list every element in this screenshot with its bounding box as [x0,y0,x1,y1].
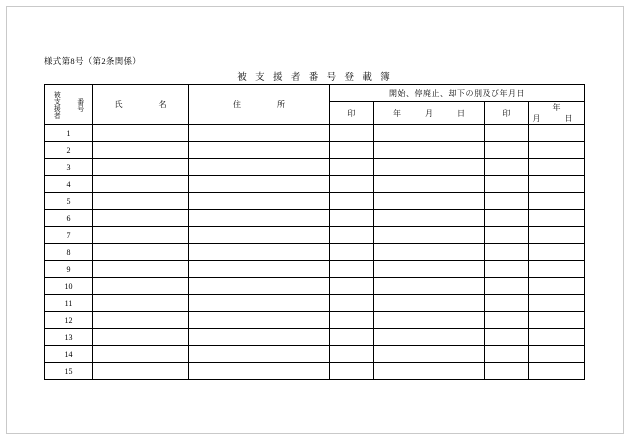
cell-seal-1[interactable] [330,244,374,261]
cell-date-1[interactable] [374,159,485,176]
cell-number: 8 [45,244,93,261]
column-header-seal-2: 印 [485,102,529,125]
cell-seal-2[interactable] [485,295,529,312]
cell-address[interactable] [189,346,330,363]
cell-name[interactable] [93,261,189,278]
cell-seal-2[interactable] [485,261,529,278]
cell-date-2[interactable] [529,329,585,346]
cell-seal-2[interactable] [485,125,529,142]
column-header-address: 住 所 [189,85,330,125]
cell-name[interactable] [93,227,189,244]
cell-seal-1[interactable] [330,159,374,176]
cell-date-2[interactable] [529,244,585,261]
cell-name[interactable] [93,125,189,142]
cell-seal-2[interactable] [485,210,529,227]
cell-date-1[interactable] [374,227,485,244]
cell-seal-1[interactable] [330,210,374,227]
cell-address[interactable] [189,278,330,295]
cell-date-2[interactable] [529,278,585,295]
cell-seal-1[interactable] [330,227,374,244]
column-header-number-label: 番号 [76,97,85,112]
ledger-table [44,84,585,380]
cell-seal-1[interactable] [330,176,374,193]
cell-seal-2[interactable] [485,312,529,329]
cell-seal-1[interactable] [330,312,374,329]
cell-date-1[interactable] [374,346,485,363]
cell-address[interactable] [189,363,330,380]
cell-seal-2[interactable] [485,346,529,363]
table-row [45,125,585,142]
table-row [45,329,585,346]
cell-number: 11 [45,295,93,312]
cell-name[interactable] [93,210,189,227]
cell-date-1[interactable] [374,261,485,278]
cell-date-1[interactable] [374,295,485,312]
cell-seal-2[interactable] [485,193,529,210]
cell-date-1[interactable] [374,278,485,295]
cell-address[interactable] [189,312,330,329]
cell-name[interactable] [93,363,189,380]
cell-number: 1 [45,125,93,142]
cell-date-2[interactable] [529,346,585,363]
cell-address[interactable] [189,142,330,159]
column-header-date-1: 年 月 日 [374,102,485,125]
table-row [45,210,585,227]
cell-date-1[interactable] [374,210,485,227]
cell-seal-2[interactable] [485,244,529,261]
cell-name[interactable] [93,244,189,261]
table-header [45,85,585,125]
cell-number: 15 [45,363,93,380]
column-header-date-2: 年 月 日 [529,102,585,125]
column-header-name: 氏 名 [93,85,189,125]
cell-seal-1[interactable] [330,278,374,295]
cell-name[interactable] [93,159,189,176]
cell-date-2[interactable] [529,159,585,176]
table-row [45,227,585,244]
table-row [45,312,585,329]
cell-date-2[interactable] [529,227,585,244]
cell-number: 13 [45,329,93,346]
cell-date-2[interactable] [529,193,585,210]
cell-name[interactable] [93,346,189,363]
cell-number: 9 [45,261,93,278]
table-row [45,295,585,312]
cell-number: 7 [45,227,93,244]
page-title: 被 支 援 者 番 号 登 載 簿 [237,73,393,83]
table-row [45,278,585,295]
cell-name[interactable] [93,142,189,159]
cell-address[interactable] [189,125,330,142]
cell-address[interactable] [189,176,330,193]
cell-date-1[interactable] [374,142,485,159]
cell-address[interactable] [189,227,330,244]
cell-address[interactable] [189,193,330,210]
cell-number: 10 [45,278,93,295]
cell-address[interactable] [189,295,330,312]
table-body [45,125,585,380]
cell-seal-2[interactable] [485,227,529,244]
cell-number: 12 [45,312,93,329]
cell-name[interactable] [93,176,189,193]
cell-number: 2 [45,142,93,159]
cell-date-1[interactable] [374,176,485,193]
cell-address[interactable] [189,261,330,278]
table-row [45,176,585,193]
cell-address[interactable] [189,210,330,227]
column-header-seal-1: 印 [330,102,374,125]
cell-seal-2[interactable] [485,176,529,193]
cell-seal-2[interactable] [485,363,529,380]
cell-date-2[interactable] [529,210,585,227]
column-header-recipient-label: 被支援者 [53,90,62,119]
table-row [45,142,585,159]
cell-number: 3 [45,159,93,176]
cell-date-2[interactable] [529,363,585,380]
cell-seal-1[interactable] [330,142,374,159]
cell-name[interactable] [93,295,189,312]
table-row [45,261,585,278]
cell-seal-2[interactable] [485,329,529,346]
table-row [45,193,585,210]
cell-address[interactable] [189,329,330,346]
cell-seal-1[interactable] [330,193,374,210]
cell-seal-1[interactable] [330,329,374,346]
table-row [45,363,585,380]
table-row [45,346,585,363]
cell-name[interactable] [93,312,189,329]
cell-seal-2[interactable] [485,159,529,176]
cell-date-1[interactable] [374,244,485,261]
cell-date-1[interactable] [374,363,485,380]
cell-date-2[interactable] [529,295,585,312]
cell-name[interactable] [93,278,189,295]
column-header-number [45,85,93,125]
cell-address[interactable] [189,159,330,176]
cell-number: 6 [45,210,93,227]
cell-seal-1[interactable] [330,125,374,142]
cell-seal-1[interactable] [330,363,374,380]
table-row [45,244,585,261]
cell-date-1[interactable] [374,312,485,329]
cell-seal-1[interactable] [330,261,374,278]
cell-number: 14 [45,346,93,363]
cell-date-1[interactable] [374,329,485,346]
cell-name[interactable] [93,193,189,210]
cell-seal-2[interactable] [485,278,529,295]
cell-address[interactable] [189,244,330,261]
cell-number: 4 [45,176,93,193]
cell-date-1[interactable] [374,125,485,142]
header-row-1 [45,85,585,102]
cell-date-2[interactable] [529,312,585,329]
cell-date-2[interactable] [529,176,585,193]
cell-date-2[interactable] [529,142,585,159]
column-header-status-group: 開始、停廃止、却下の別及び年月日 [330,85,585,102]
cell-date-1[interactable] [374,193,485,210]
cell-seal-1[interactable] [330,346,374,363]
table-row [45,159,585,176]
cell-seal-1[interactable] [330,295,374,312]
cell-date-2[interactable] [529,261,585,278]
cell-date-2[interactable] [529,125,585,142]
cell-number: 5 [45,193,93,210]
cell-name[interactable] [93,329,189,346]
cell-seal-2[interactable] [485,142,529,159]
form-number: 様式第8号（第2条関係） [44,56,142,66]
